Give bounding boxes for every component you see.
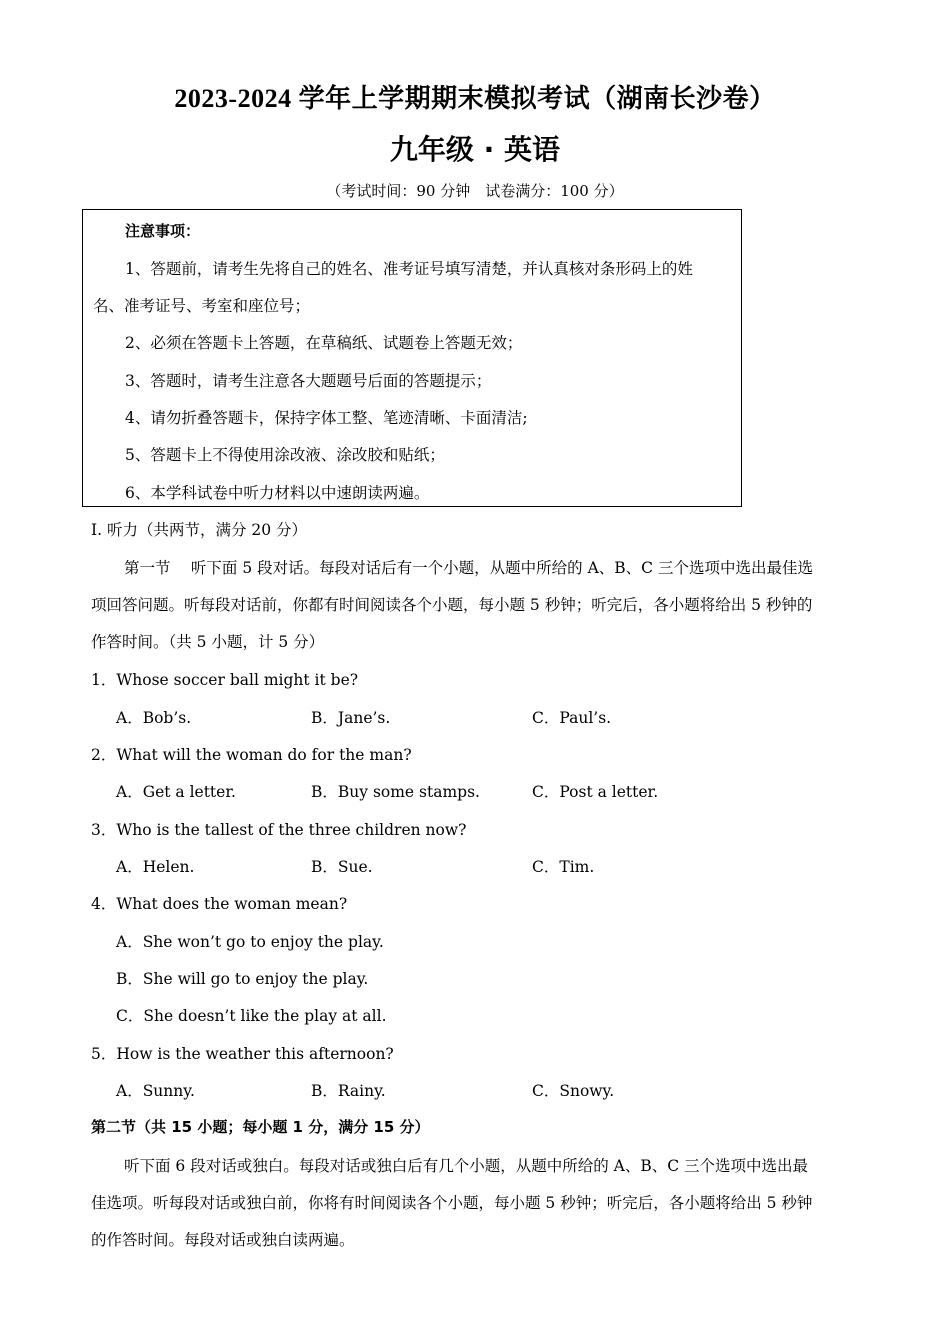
- notice-item: 5、答题卡上不得使用涂改液、涂改胶和贴纸；: [125, 446, 445, 464]
- exam-info: （考试时间：90 分钟 试卷满分：100 分）: [326, 182, 624, 200]
- option-b: B．She will go to enjoy the play.: [116, 970, 369, 988]
- option-c: C．Paul’s.: [532, 709, 612, 727]
- option-c: C．She doesn’t like the play at all.: [116, 1007, 387, 1025]
- question-stem: 3．Who is the tallest of the three children now?: [91, 821, 467, 839]
- section-heading: I. 听力（共两节，满分 20 分）: [91, 521, 308, 539]
- option-c: C．Tim.: [532, 858, 595, 876]
- part2-heading: 第二节（共 15 小题；每小题 1 分，满分 15 分）: [91, 1118, 430, 1136]
- option-c: C．Snowy.: [532, 1082, 615, 1100]
- option-a: A．Bob’s.: [116, 709, 192, 727]
- option-b: B．Sue.: [311, 858, 373, 876]
- part1-intro-line: 作答时间。（共 5 小题，计 5 分）: [91, 633, 325, 651]
- option-c: C．Post a letter.: [532, 783, 659, 801]
- part2-intro-line: 佳选项。听每段对话或独白前，你将有时间阅读各个小题，每小题 5 秒钟；听完后，各小题将给出 5 秒钟: [91, 1194, 813, 1212]
- part1-intro-line: 第一节 听下面 5 段对话。每段对话后有一个小题，从题中所给的 A、B、C 三个选项中选出最佳选: [124, 559, 813, 577]
- notice-title: 注意事项：: [125, 222, 201, 240]
- part2-intro-line: 的作答时间。每段对话或独白读两遍。: [91, 1231, 355, 1249]
- notice-item: 3、答题时，请考生注意各大题题号后面的答题提示；: [125, 372, 492, 390]
- question-stem: 5．How is the weather this afternoon?: [91, 1045, 394, 1063]
- notice-box: [82, 209, 742, 507]
- option-a: A．She won’t go to enjoy the play.: [116, 933, 384, 951]
- option-a: A．Helen.: [116, 858, 195, 876]
- part2-intro-line: 听下面 6 段对话或独白。每段对话或独白后有几个小题，从题中所给的 A、B、C 三个选项中选出最: [124, 1157, 809, 1175]
- question-stem: 4．What does the woman mean?: [91, 895, 348, 913]
- page-subtitle: 九年级 · 英语: [389, 133, 561, 166]
- option-b: B．Jane’s.: [311, 709, 391, 727]
- option-a: A．Sunny.: [116, 1082, 195, 1100]
- question-stem: 1．Whose soccer ball might it be?: [91, 671, 359, 689]
- page-title: 2023-2024 学年上学期期末模拟考试（湖南长沙卷）: [174, 84, 776, 113]
- notice-item: 1、答题前，请考生先将自己的姓名、准考证号填写清楚，并认真核对条形码上的姓: [125, 260, 693, 278]
- part1-intro-line: 项回答问题。听每段对话前，你都有时间阅读各个小题，每小题 5 秒钟；听完后，各小题将给出 5 秒钟的: [91, 596, 813, 614]
- notice-item: 2、必须在答题卡上答题，在草稿纸、试题卷上答题无效；: [125, 334, 523, 352]
- notice-item: 4、请勿折叠答题卡，保持字体工整、笔迹清晰、卡面清洁;: [125, 409, 528, 427]
- option-a: A．Get a letter.: [116, 783, 236, 801]
- question-stem: 2．What will the woman do for the man?: [91, 746, 412, 764]
- option-b: B．Buy some stamps.: [311, 783, 480, 801]
- option-b: B．Rainy.: [311, 1082, 386, 1100]
- notice-item: 名、准考证号、考室和座位号；: [93, 297, 311, 315]
- notice-item: 6、本学科试卷中听力材料以中速朗读两遍。: [125, 484, 430, 502]
